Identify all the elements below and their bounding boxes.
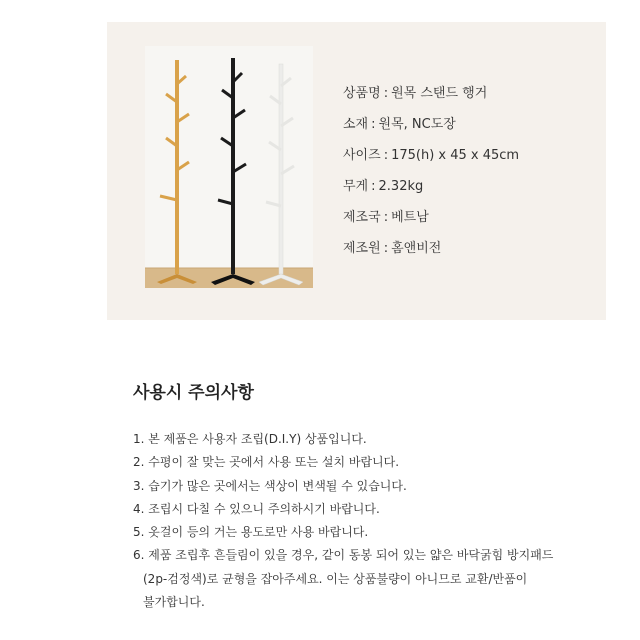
- spec-value: 원목 스탠드 행거: [391, 86, 488, 101]
- spec-separator: :: [371, 179, 376, 194]
- spec-row: [343, 84, 519, 115]
- notice-item-text: 3. 습기가 많은 곳에서는 색상이 변색될 수 있습니다.: [133, 478, 407, 493]
- spec-label: 소재: [343, 117, 369, 132]
- notice-item: [133, 544, 603, 614]
- notice-item: [133, 451, 603, 474]
- product-photo: [145, 46, 313, 288]
- spec-label: 제조원: [343, 241, 381, 256]
- notice-item-text: 6. 제품 조립후 흔들림이 있을 경우, 같이 동봉 되어 있는 얇은 바닥굵힘 방지패드: [133, 548, 554, 563]
- notice-item-text: 1. 본 제품은 사용자 조립(D.I.Y) 상품입니다.: [133, 432, 367, 446]
- notice-item: [133, 498, 603, 521]
- spec-row: [343, 115, 519, 146]
- coat-rack-illustration: [145, 46, 313, 288]
- spec-separator: :: [383, 86, 389, 101]
- spec-separator: :: [371, 117, 376, 132]
- notice-item-text: 4. 조립시 다칠 수 있으니 주의하시기 바랍니다.: [133, 501, 380, 516]
- spec-row: [343, 239, 519, 270]
- spec-label: 제조국: [343, 210, 381, 225]
- spec-separator: :: [383, 210, 389, 225]
- product-spec-panel: [107, 22, 606, 320]
- spec-row: [343, 177, 519, 208]
- spec-separator: :: [383, 241, 389, 256]
- spec-row: [343, 146, 519, 177]
- notice-item: [133, 428, 603, 451]
- spec-label: 사이즈: [343, 148, 381, 163]
- notice-list: [133, 428, 603, 614]
- spec-separator: :: [383, 148, 389, 163]
- spec-value: 2.32kg: [378, 179, 424, 194]
- spec-label: 상품명: [343, 86, 381, 101]
- notice-item-continuation: (2p-검정색)로 균형을 잡아주세요. 이는 상품불량이 아니므로 교환/반품이: [143, 571, 528, 586]
- notice-item-text: 5. 옷걸이 등의 거는 용도로만 사용 바랍니다.: [133, 525, 369, 540]
- spec-value: 베트남: [391, 210, 429, 225]
- notice-item-text: 2. 수평이 잘 맞는 곳에서 사용 또는 설치 바랍니다.: [133, 455, 400, 470]
- spec-value: 홈앤비전: [391, 241, 442, 256]
- spec-value: 원목, NC도장: [378, 117, 456, 132]
- spec-label: 무게: [343, 179, 369, 194]
- spec-list: [343, 84, 519, 270]
- notice-item-continuation: 불가합니다.: [143, 595, 205, 610]
- notice-title: 사용시 주의사항: [133, 383, 254, 403]
- spec-row: [343, 208, 519, 239]
- notice-item: [133, 475, 603, 498]
- notice-item: [133, 521, 603, 544]
- spec-value: 175(h) x 45 x 45cm: [391, 148, 520, 163]
